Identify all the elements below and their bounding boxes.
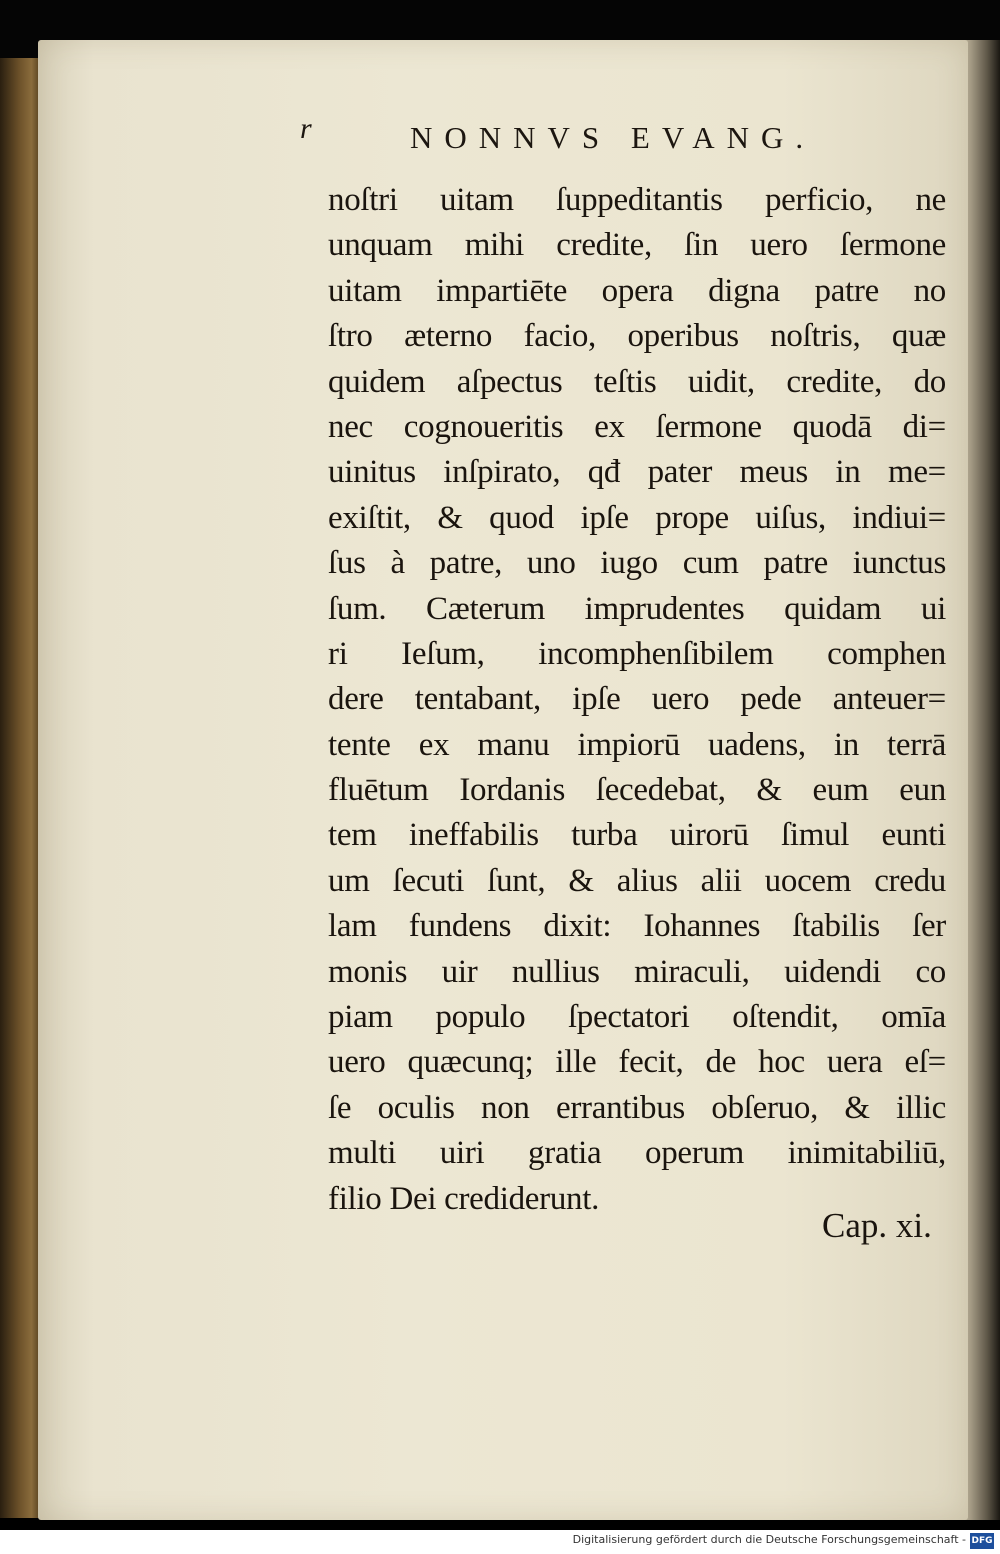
text-line: nec cognoueritis ex ſermone quodā di= [328,408,946,445]
text-line: uero quæcunq; ille fecit, de hoc uera eſ= [328,1044,946,1081]
text-line: multi uiri gratia operum inimitabiliū, [328,1135,946,1172]
text-line: quidem aſpectus teſtis uidit, credite, do [328,363,946,400]
binding-board-left [0,58,42,1518]
text-line: lam fundens dixit: Iohannes ſtabilis ſer [328,908,946,945]
body-text [328,178,946,1222]
text-line-last: filio Dei crediderunt. [328,1180,600,1217]
text-line: dere tentabant, ipſe uero pede anteuer= [328,681,946,718]
text-line: fluētum Iordanis ſecedebat, & eum eun [328,772,946,809]
text-line: ſus à patre, uno iugo cum patre iunctus [328,545,946,582]
text-line: unquam mihi credite, ſin uero ſermone [328,227,946,264]
text-line: um ſecuti ſunt, & alius alii uocem credu [328,862,946,899]
running-head-title: NONNVS EVANG. [410,120,816,155]
text-line: ri Ieſum, incomphenſibilem comphen [328,635,946,672]
folio-mark: r [300,112,312,145]
text-line: uitam impartiēte opera digna patre no [328,272,946,309]
text-line: uinitus inſpirato, qđ pater meus in me= [328,454,946,491]
dfg-logo-icon: DFG [970,1533,994,1549]
text-line: piam populo ſpectatori oſtendit, omīa [328,999,946,1036]
text-line: ſtro æterno facio, operibus noſtris, quæ [328,318,946,355]
text-line: exiſtit, & quod ipſe prope uiſus, indiui= [328,499,946,536]
text-line: tem ineffabilis turba uirorū ſimul eunti [328,817,946,854]
text-line: tente ex manu impiorū uadens, in terrā [328,726,946,763]
footer-bar [0,1530,1000,1554]
text-line: noſtri uitam ſuppeditantis perficio, ne [328,182,946,218]
running-head [300,112,880,156]
text-line: monis uir nullius miraculi, uidendi co [328,953,946,990]
catchword: Cap. xi. [822,1206,932,1245]
text-line: ſe oculis non errantibus obſeruo, & illic [328,1089,946,1126]
text-line: ſum. Cæterum imprudentes quidam ui [328,590,946,627]
funding-credit: Digitalisierung gefördert durch die Deutsche Forschungsgemeinschaft - [572,1533,966,1546]
